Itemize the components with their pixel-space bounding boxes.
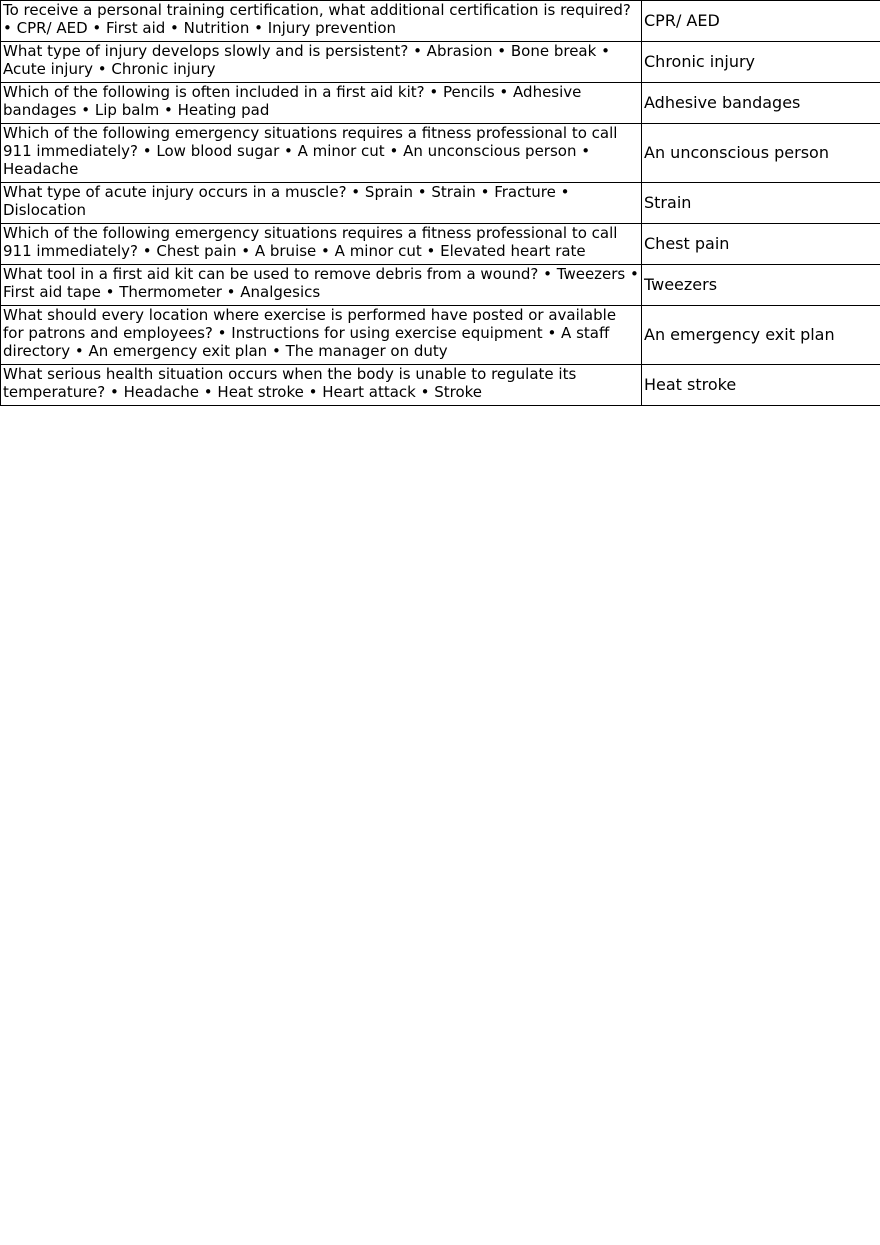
question-cell: Which of the following emergency situations requires a fitness professional to call 911 immediately? • Low blood sugar • A minor cut • An unconscious person • Headache	[1, 124, 642, 183]
table-row	[1, 124, 880, 183]
question-cell: What should every location where exercise is performed have posted or available for patrons and employees? • Instructions for using exercise equipment • A staff directory • An emergency exit plan • The manager on duty	[1, 306, 642, 365]
question-cell: What type of injury develops slowly and is persistent? • Abrasion • Bone break • Acute injury • Chronic injury	[1, 42, 642, 83]
question-cell: What tool in a first aid kit can be used to remove debris from a wound? • Tweezers • First aid tape • Thermometer • Analgesics	[1, 265, 642, 306]
table-row	[1, 306, 880, 365]
answer-cell: An unconscious person	[642, 124, 880, 183]
qa-table-body	[1, 1, 880, 406]
table-row	[1, 265, 880, 306]
answer-cell: An emergency exit plan	[642, 306, 880, 365]
answer-cell: CPR/ AED	[642, 1, 880, 42]
question-cell: Which of the following emergency situations requires a fitness professional to call 911 immediately? • Chest pain • A bruise • A minor cut • Elevated heart rate	[1, 224, 642, 265]
answer-cell: Adhesive bandages	[642, 83, 880, 124]
question-cell: What type of acute injury occurs in a muscle? • Sprain • Strain • Fracture • Dislocation	[1, 183, 642, 224]
table-row	[1, 183, 880, 224]
question-cell: To receive a personal training certification, what additional certification is required? • CPR/ AED • First aid • Nutrition • Injury prevention	[1, 1, 642, 42]
table-row	[1, 1, 880, 42]
question-cell: What serious health situation occurs when the body is unable to regulate its temperature? • Headache • Heat stroke • Heart attack • Stroke	[1, 365, 642, 406]
answer-cell: Heat stroke	[642, 365, 880, 406]
table-row	[1, 83, 880, 124]
answer-cell: Chronic injury	[642, 42, 880, 83]
answer-cell: Strain	[642, 183, 880, 224]
qa-table	[0, 0, 880, 406]
table-row	[1, 42, 880, 83]
answer-cell: Tweezers	[642, 265, 880, 306]
answer-cell: Chest pain	[642, 224, 880, 265]
question-cell: Which of the following is often included in a first aid kit? • Pencils • Adhesive bandages • Lip balm • Heating pad	[1, 83, 642, 124]
table-row	[1, 365, 880, 406]
table-row	[1, 224, 880, 265]
